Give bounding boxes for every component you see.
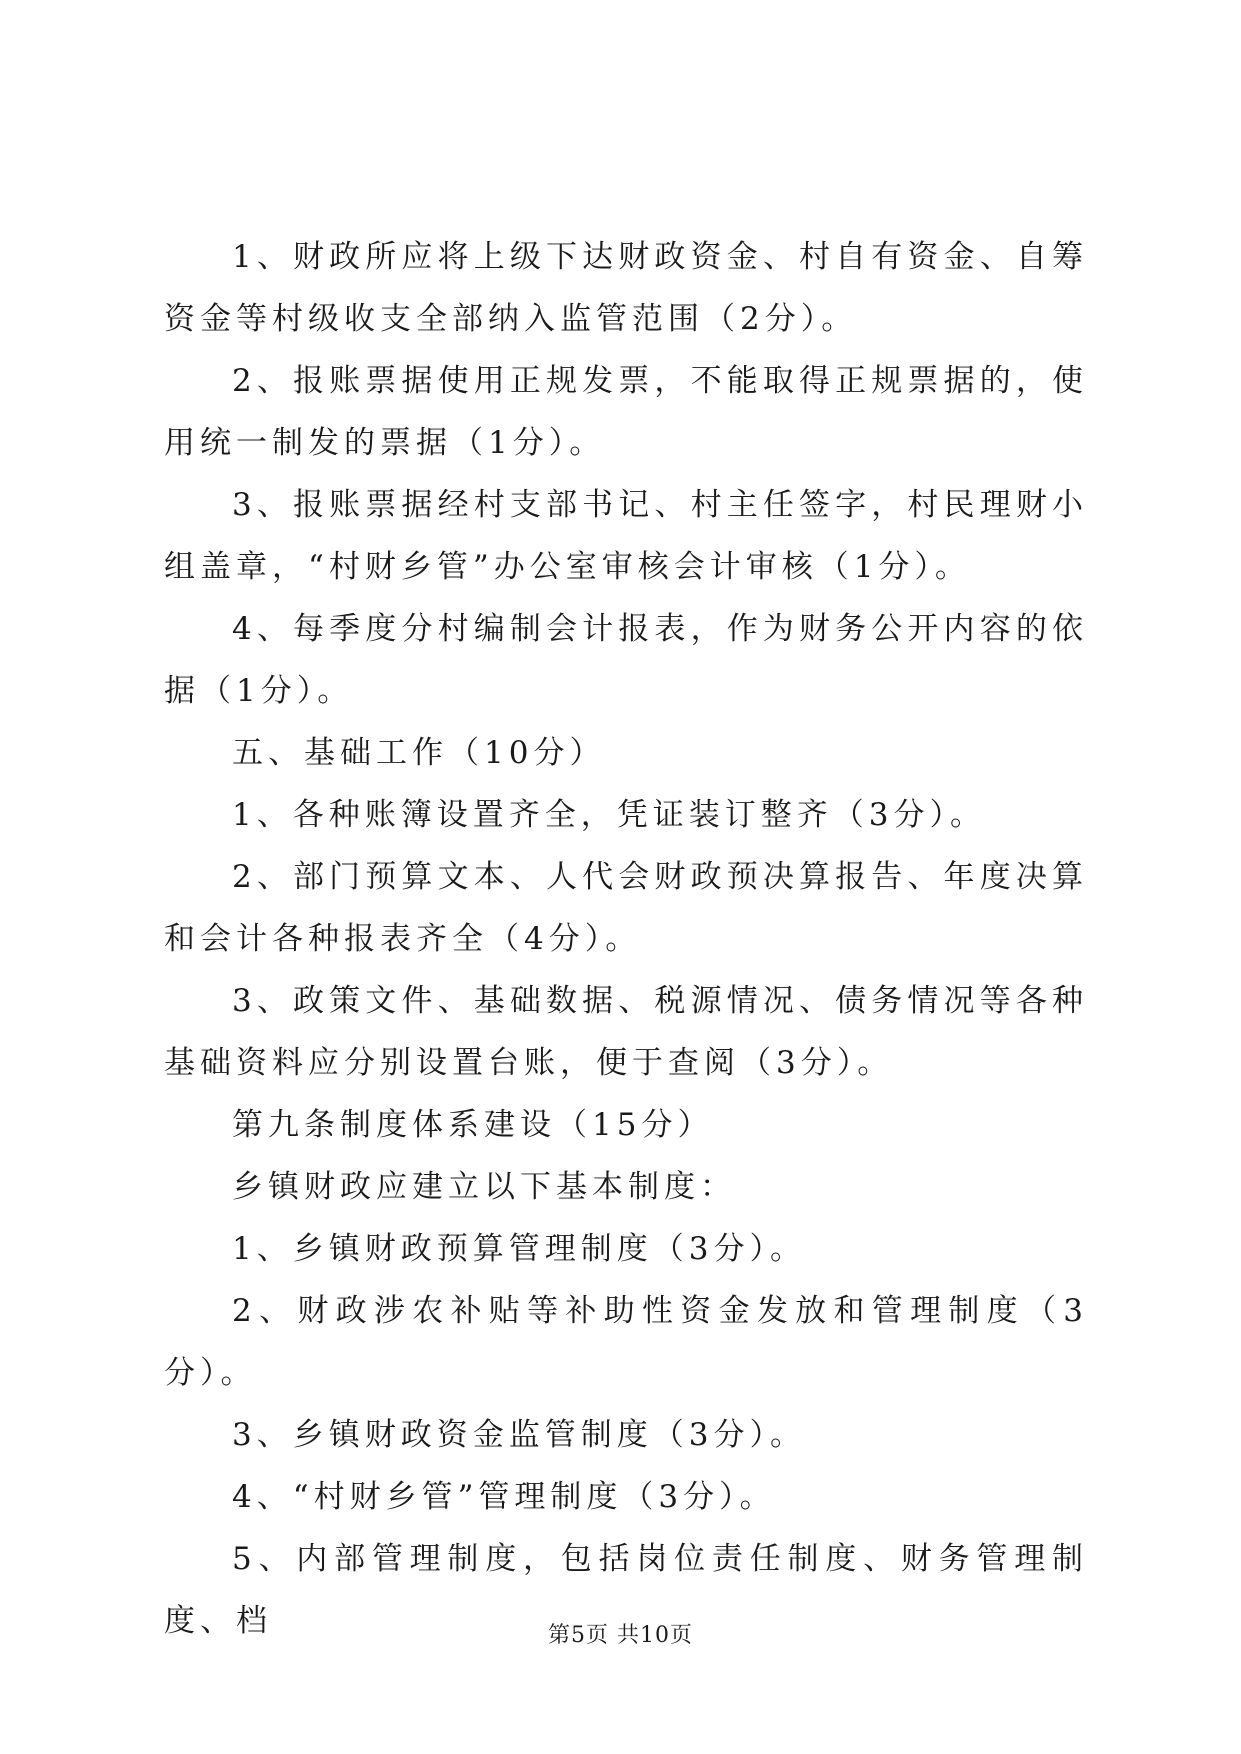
paragraph-6: 1、各种账簿设置齐全，凭证装订整齐（3分）。	[232, 797, 986, 833]
paragraph-4: 4、每季度分村编制会计报表，作为财务公开内容的依据（1分）。	[164, 611, 1088, 709]
paragraph-11: 1、乡镇财政预算管理制度（3分）。	[232, 1231, 806, 1267]
paragraph-3: 3、报账票据经村支部书记、村主任签字，村民理财小组盖章，“村财乡管”办公室审核会计审核（1分）。	[164, 487, 1088, 585]
document-body	[164, 226, 1088, 1652]
page-number-footer: 第5页 共10页	[548, 1623, 693, 1648]
paragraph-14: 4、“村财乡管”管理制度（3分）。	[232, 1479, 776, 1515]
article-heading-ninth: 第九条制度体系建设（15分）	[232, 1107, 714, 1143]
paragraph-7: 2、部门预算文本、人代会财政预决算报告、年度决算和会计各种报表齐全（4分）。	[164, 859, 1088, 957]
section-heading-basic-work: 五、基础工作（10分）	[232, 735, 606, 771]
paragraph-2: 2、报账票据使用正规发票，不能取得正规票据的，使用统一制发的票据（1分）。	[164, 363, 1088, 461]
paragraph-15: 5、内部管理制度，包括岗位责任制度、财务管理制度、档	[164, 1541, 1088, 1639]
paragraph-13: 3、乡镇财政资金监管制度（3分）。	[232, 1417, 806, 1453]
paragraph-8: 3、政策文件、基础数据、税源情况、债务情况等各种基础资料应分别设置台账，便于查阅（3分）。	[164, 983, 1088, 1081]
paragraph-1: 1、财政所应将上级下达财政资金、村自有资金、自筹资金等村级收支全部纳入监管范围（2分）。	[164, 239, 1088, 337]
paragraph-10: 乡镇财政应建立以下基本制度：	[232, 1169, 736, 1205]
paragraph-12: 2、财政涉农补贴等补助性资金发放和管理制度（3分）。	[164, 1293, 1088, 1391]
